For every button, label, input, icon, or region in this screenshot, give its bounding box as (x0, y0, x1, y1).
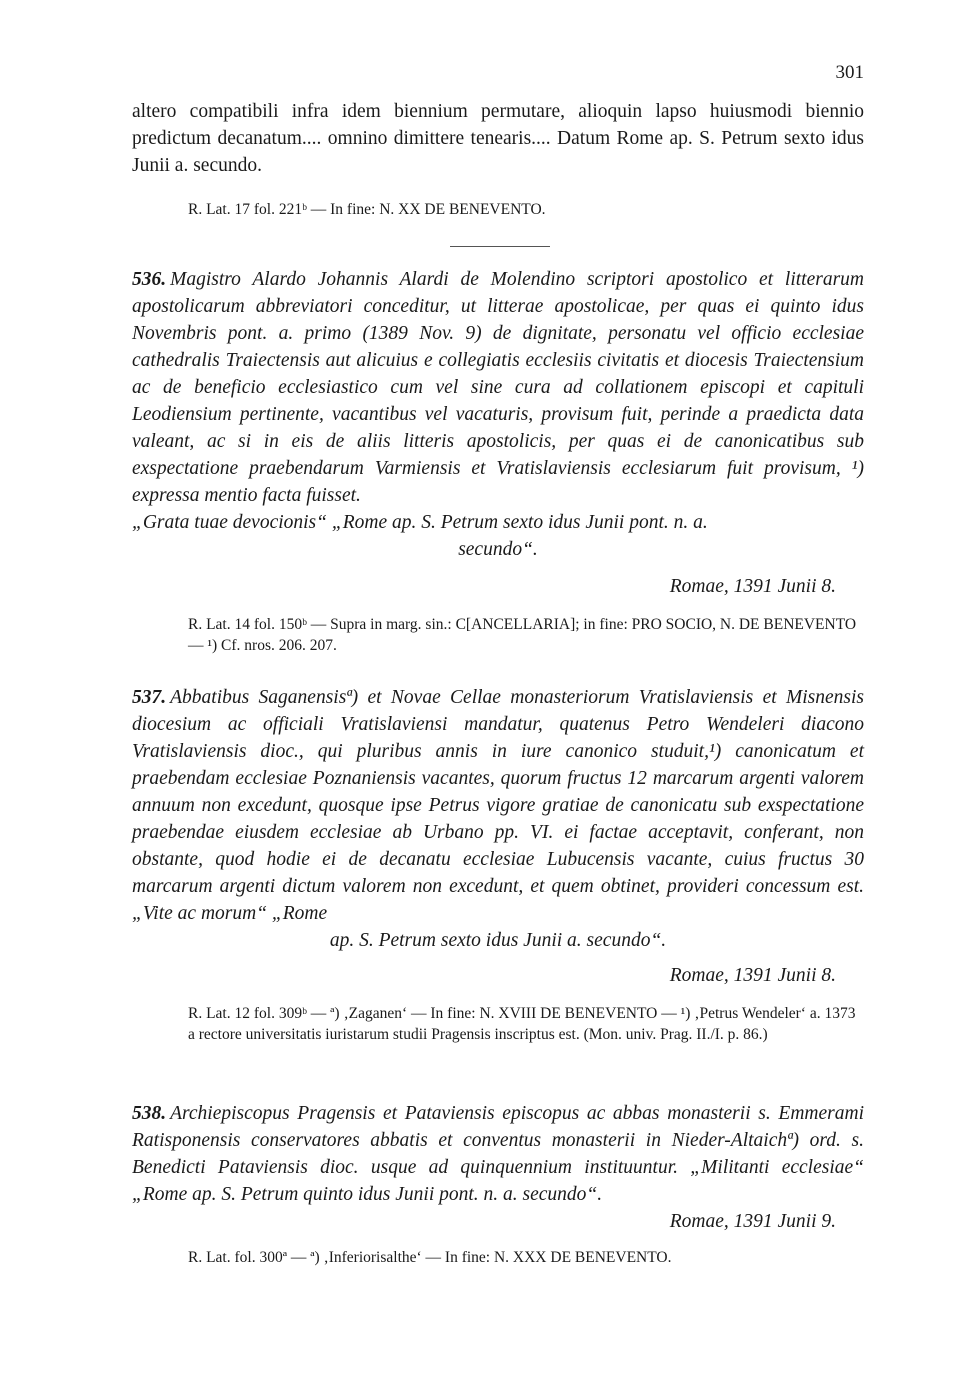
intro-block (132, 98, 864, 220)
entry-536-date: Romae, 1391 Junii 8. (669, 576, 836, 597)
entry-537-body: Abbatibus Saganensisª) et Novae Cellae monasteriorum Vratislaviensis et Misnensis diocesium ac officiali Vratislaviensi mandatur, quatenus Petro Wendeleri diacono Vratislaviensis dioc., qui pluribus annis in iure canonico studuit,¹) canonicatum et praebendam ecclesiae Poznaniensis vacantes, quorum fructus 12 marcarum argenti valorem annuum non excedunt, quosque ipse Petrus vigore gratiae de canonicatu sub exspectatione praebendae eiusdem ecclesiae ab Urbano pp. VI. ei factae acceptavit, conferant, non obstante, quod hodie ei de decanatu ecclesiae Lubucensis vacante, cuius fructus 30 marcarum argenti dictum valorem non excedunt, et quem obtinet, provideri concessum est. „Vite ac morum“ „Rome (132, 687, 864, 924)
page-number: 301 (835, 62, 864, 83)
entry-536-body: Magistro Alardo Johannis Alardi de Molendino scriptori apostolico et litterarum apostolicarum abbreviatori conceditur, ut litterae apostolicae, per quas ei quinto idus Novembris pont. a. primo (1389 Nov. 9) de dignitate, personatu vel officio ecclesiae cathedralis Traiectensis aut alicuius e collegiatis ecclesiis civitatis et diocesis Traiectensium ac de beneficio ecclesiastico cum vel sine cura ad collationem episcopi et capituli Leodiensium pertinente, vacantibus vel vacaturis, provisum fuit, perinde a praedicta data valeant, ac si in eis de aliis litteris apostolicis, per quas ei de canonicatibus sub exspectatione praebendarum Varmiensis et Vratislaviensis ecclesiarum fuit provisum, ¹) expressa mentio facta fuisset. (132, 269, 864, 506)
entry-536-text (132, 266, 864, 509)
entry-537-text (132, 684, 864, 927)
entry-538-number: 538. (132, 1103, 167, 1124)
entry-537-date: Romae, 1391 Junii 8. (669, 965, 836, 986)
entry-538-body: Archiepiscopus Pragensis et Pataviensis episcopus ac abbas monasterii s. Emmerami Ratisponensis conservatores abbatis et conventus monasterii in Nieder-Altaichª) ord. s. Benedicti Pataviensis dioc. usque ad quinquennium instituuntur. „Militanti ecclesiae“ „Rome ap. S. Petrum quinto idus Junii pont. n. a. secundo“. (132, 1103, 864, 1205)
separator-rule (450, 246, 550, 247)
entry-537-reference: R. Lat. 12 fol. 309ᵇ — ª) ‚Zaganen‘ — In fine: N. XVIII DE BENEVENTO — ¹) ‚Petrus Wendeler‘ a. 1373 a rectore universitatis iuristarum studii Pragensis inscriptus est. (Mon. univ. Prag. II./I. p. 86.) (188, 1005, 856, 1043)
entry-538-reference: R. Lat. fol. 300ª — ª) ‚Inferiorisalthe‘ — In fine: N. XXX DE BENEVENTO. (188, 1249, 672, 1266)
entry-536-incipit-end: secundo“. (458, 539, 538, 560)
entry-536-number: 536. (132, 269, 167, 290)
entry-536-incipit: „Grata tuae devocionis“ „Rome ap. S. Petrum sexto idus Junii pont. n. a. (132, 512, 708, 533)
entry-537 (132, 684, 864, 1045)
entry-538-text (132, 1100, 864, 1208)
intro-text: altero compatibili infra idem biennium permutare, alioquin lapso huiusmodi biennio predictum decanatum.... omnino dimittere tenearis.... Datum Rome ap. S. Petrum sexto idus Junii a. secundo. (132, 101, 864, 176)
entry-538-date: Romae, 1391 Junii 9. (669, 1211, 836, 1232)
entry-538 (132, 1100, 864, 1268)
intro-reference: R. Lat. 17 fol. 221ᵇ — In fine: N. XX DE BENEVENTO. (188, 201, 546, 218)
entry-537-number: 537. (132, 687, 167, 708)
entry-536 (132, 266, 864, 656)
entry-536-reference: R. Lat. 14 fol. 150ᵇ — Supra in marg. sin.: C[ANCELLARIA]; in fine: PRO SOCIO, N. DE BENEVENTO — ¹) Cf. nros. 206. 207. (188, 616, 857, 654)
entry-537-incipit-end: ap. S. Petrum sexto idus Junii a. secundo“. (329, 930, 667, 951)
